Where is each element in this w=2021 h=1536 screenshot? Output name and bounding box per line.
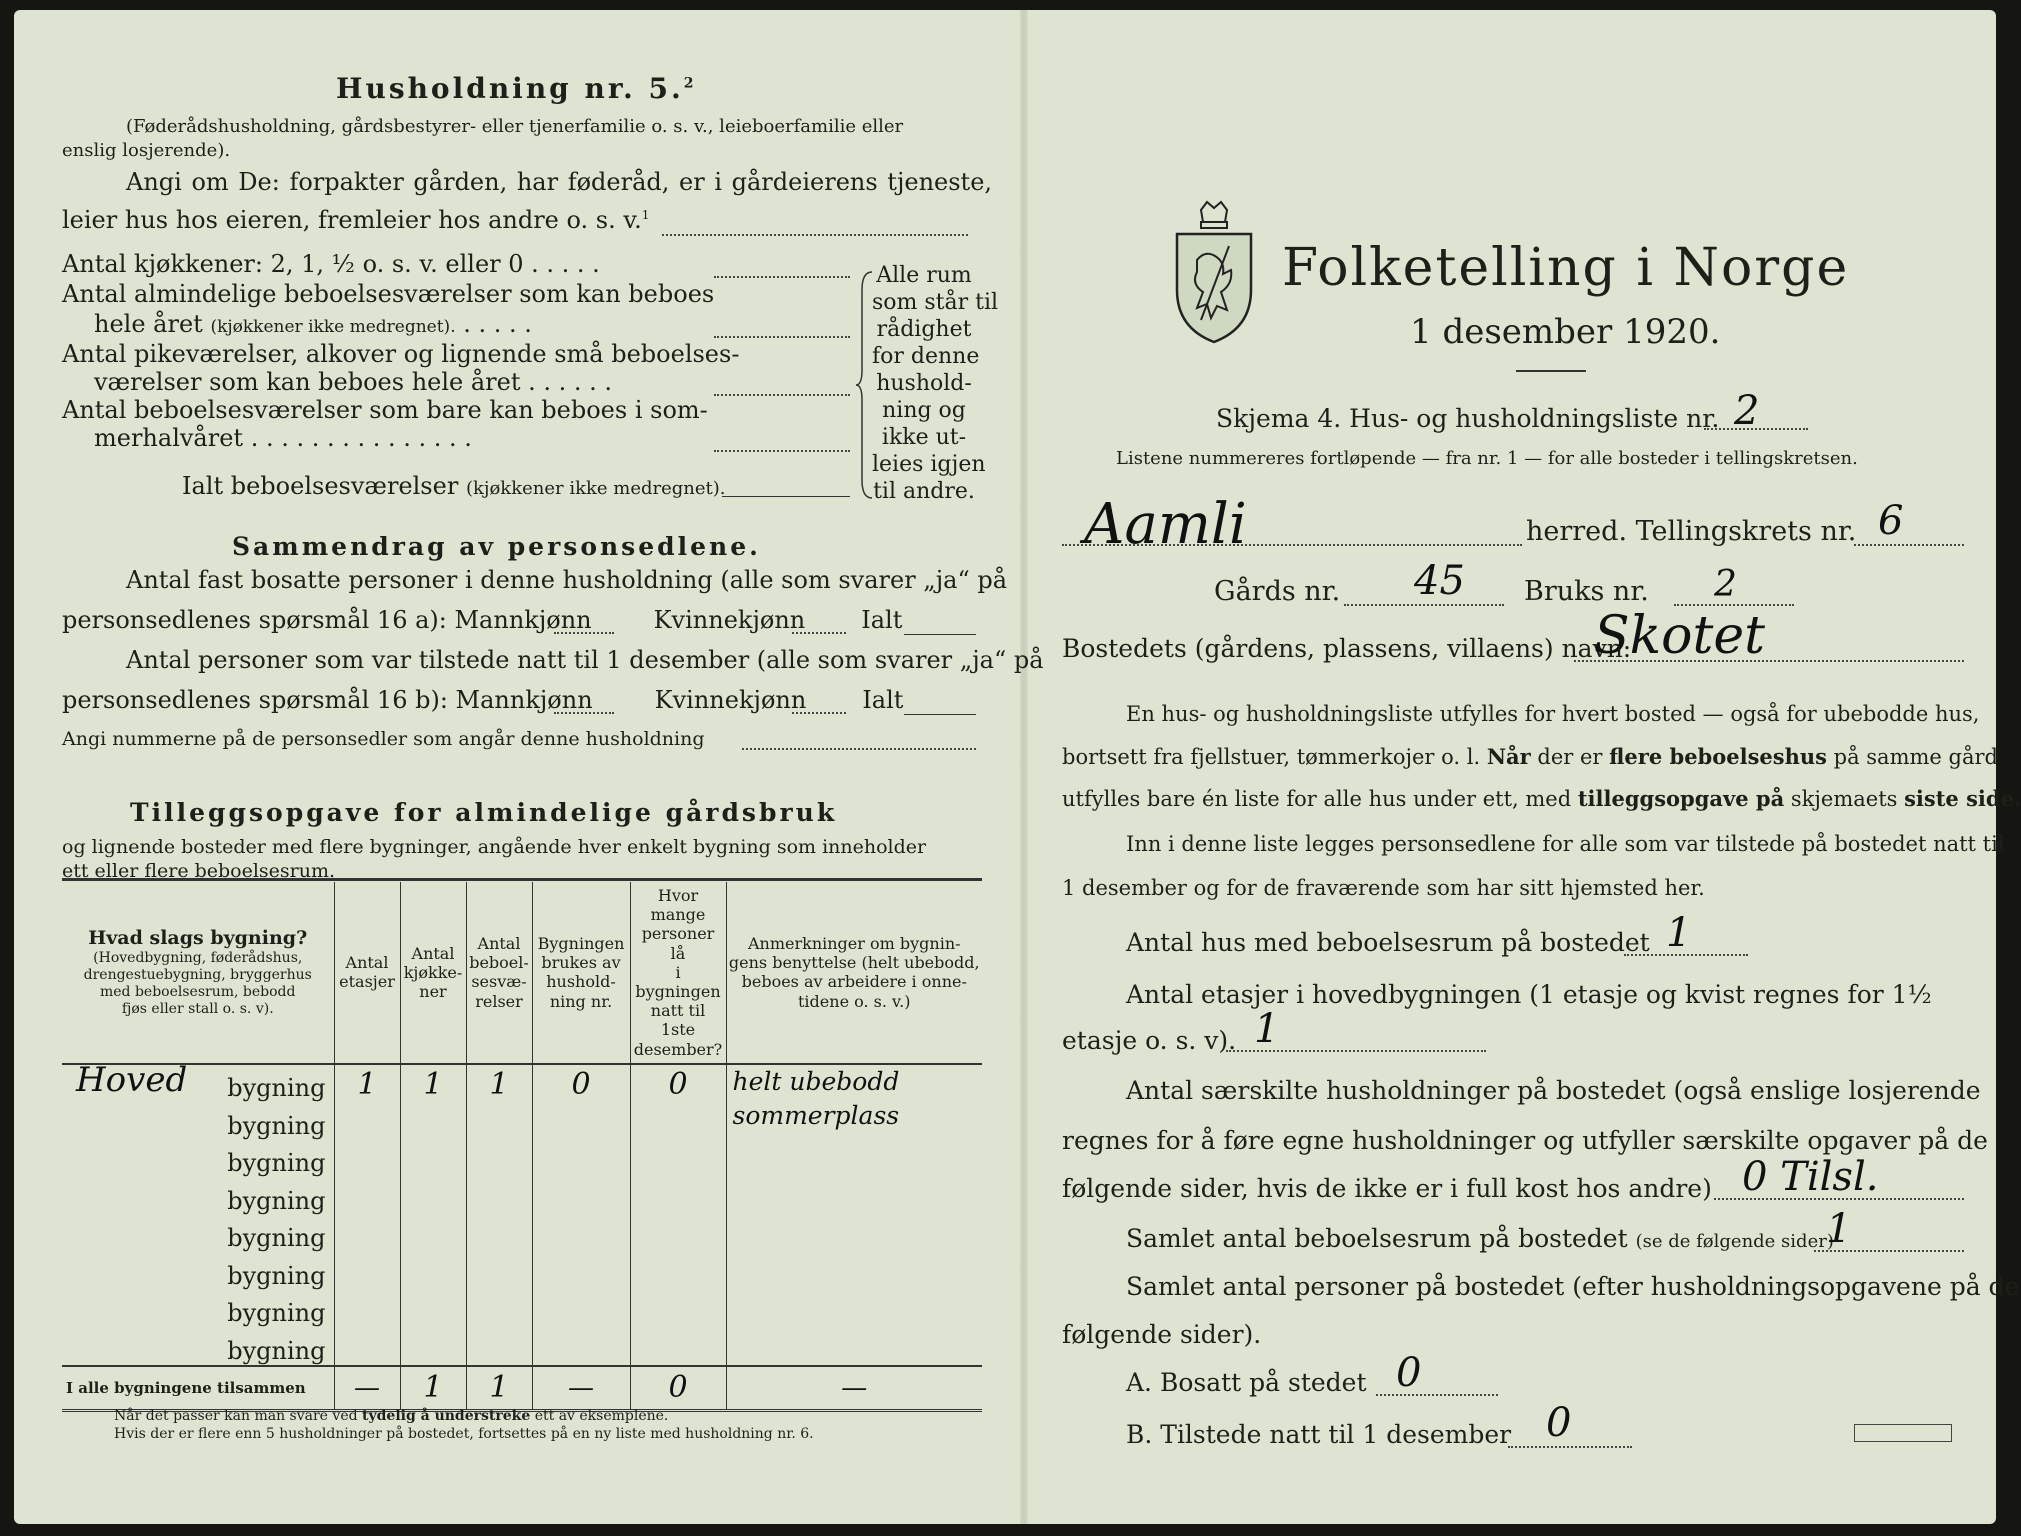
tilstede-kvinne-answer[interactable] (792, 712, 846, 714)
sum-beboelse[interactable]: 1 (466, 1366, 532, 1411)
inn-line-1: Inn i denne liste legges personsedlene for alle som var tilstede på bostedet natt til (1126, 832, 2005, 856)
sommer-answer[interactable] (714, 450, 850, 452)
row-beboelse[interactable] (466, 1215, 532, 1253)
kjokkener-answer[interactable] (714, 276, 850, 278)
row-beboelse[interactable] (466, 1140, 532, 1178)
tillegg-title: Tilleggsopgave for almindelige gårdsbruk (130, 798, 838, 827)
table-row (62, 1252, 982, 1290)
bosted-value[interactable]: Skotet (1594, 606, 1766, 666)
row-beboelse[interactable] (466, 1290, 532, 1328)
sum-husholdning[interactable]: — (532, 1366, 630, 1411)
tilstede-ialt-answer[interactable] (904, 714, 976, 715)
table-row (62, 1064, 982, 1103)
row-beboelse[interactable] (466, 1177, 532, 1215)
table-row (62, 1177, 982, 1215)
row-anmerkning[interactable] (726, 1215, 982, 1253)
row-anmerkning[interactable] (726, 1177, 982, 1215)
table-row (62, 1290, 982, 1328)
row-kjokkener[interactable] (400, 1177, 466, 1215)
title-rule (1516, 370, 1586, 372)
row-personer[interactable]: 0 (630, 1064, 726, 1103)
header-etasjer: Antal etasjer (334, 882, 400, 1064)
intro-line-3: utfylles bare én liste for alle hus under ett, med tilleggsopgave på skjemaets siste side. (1062, 786, 2021, 811)
row-bygning[interactable] (62, 1215, 334, 1253)
row-anmerkning[interactable] (726, 1327, 982, 1366)
header-anmerkning: Anmerkninger om bygnin- gens benyttelse (helt ubebodd, beboes av arbeidere i onne- tidene o. s. v.) (726, 882, 982, 1064)
page-fold (1020, 10, 1028, 1524)
herred-value[interactable]: Aamli (1084, 492, 1247, 557)
sommer-label-2: merhalvåret . . . . . . . . . . . . . . . (94, 424, 472, 452)
row-husholdning[interactable] (532, 1215, 630, 1253)
row-bygning[interactable] (62, 1177, 334, 1215)
tellingskrets-line (1854, 544, 1964, 546)
row-bygning[interactable] (62, 1327, 334, 1366)
row-kjokkener[interactable] (400, 1215, 466, 1253)
sum-anmerkning[interactable]: — (726, 1366, 982, 1411)
sum-kjokkener[interactable]: 1 (400, 1366, 466, 1411)
bygning-word: bygning (227, 1149, 326, 1178)
tilstede-label: B. Tilstede natt til 1 desember (1126, 1420, 1512, 1449)
row-anmerkning[interactable] (726, 1140, 982, 1178)
nummerne-answer[interactable] (742, 748, 976, 750)
tilstede-line-1: Antal personer som var tilstede natt til 1 desember (alle som svarer „ja“ på (126, 646, 1044, 674)
row-personer[interactable] (630, 1252, 726, 1290)
pike-label-1: Antal pikeværelser, alkover og lignende små beboelses- (62, 340, 740, 368)
row-anmerkning[interactable]: helt ubebodd sommerplass (726, 1064, 982, 1140)
row-husholdning[interactable] (532, 1290, 630, 1328)
bruks-value[interactable]: 2 (1714, 564, 1737, 605)
kjokkener-label: Antal kjøkkener: 2, 1, ½ o. s. v. eller 0 . . . . . (62, 250, 600, 278)
row-personer[interactable] (630, 1177, 726, 1215)
table-row (62, 1327, 982, 1366)
sum-etasjer[interactable]: — (334, 1366, 400, 1411)
row-etasjer[interactable]: 1 (334, 1064, 400, 1103)
bygning-word: bygning (227, 1261, 326, 1290)
pike-answer[interactable] (714, 394, 850, 396)
row-etasjer[interactable] (334, 1140, 400, 1178)
table-header-row (62, 882, 982, 1064)
bygning-word: bygning (227, 1299, 326, 1328)
tillegg-line-2: ett eller flere beboelsesrum. (62, 860, 336, 882)
row-personer[interactable] (630, 1290, 726, 1328)
row-beboelse[interactable] (466, 1327, 532, 1366)
samlet-pers-line-1: Samlet antal personer på bostedet (efter husholdningsopgavene på de (1126, 1272, 2020, 1301)
row-bygning[interactable] (62, 1290, 334, 1328)
samlet-rum-value[interactable]: 1 (1826, 1206, 1852, 1252)
row-etasjer[interactable] (334, 1177, 400, 1215)
saerskilte-line-3: følgende sider, hvis de ikke er i full kost hos andre) (1062, 1174, 1712, 1203)
intro-line-2: bortsett fra fjellstuer, tømmerkojer o. l. Når der er flere beboelseshus på samme gård (1062, 744, 1998, 769)
row-kjokkener[interactable] (400, 1252, 466, 1290)
table-row (62, 1140, 982, 1178)
bygning-word: bygning (227, 1074, 326, 1103)
skjema-nr-line (1704, 428, 1808, 430)
gards-line (1344, 604, 1504, 606)
row-personer[interactable] (630, 1327, 726, 1366)
bosatt-value[interactable]: 0 (1396, 1350, 1422, 1396)
row-personer[interactable] (630, 1102, 726, 1140)
row-etasjer[interactable] (334, 1102, 400, 1140)
inn-line-2: 1 desember og for de fraværende som har sitt hjemsted her. (1062, 876, 1705, 900)
row-etasjer[interactable] (334, 1252, 400, 1290)
tilstede-mann-answer[interactable] (554, 712, 614, 714)
sammendrag-title: Sammendrag av personsedlene. (232, 532, 761, 561)
row-beboelse[interactable]: 1 (466, 1064, 532, 1103)
antal-hus-value[interactable]: 1 (1666, 910, 1692, 956)
row-etasjer[interactable] (334, 1290, 400, 1328)
beboelse-answer[interactable] (714, 336, 850, 338)
etasjer-line-2: etasje o. s. v). (1062, 1026, 1237, 1055)
row-etasjer[interactable] (334, 1327, 400, 1366)
husholdning-note-2: enslig losjerende). (62, 140, 231, 161)
row-kjokkener[interactable] (400, 1290, 466, 1328)
fast-kvinne-answer[interactable] (792, 632, 846, 634)
antal-hus-line (1624, 954, 1748, 956)
table-top-rule (62, 878, 982, 881)
angi-answer-line[interactable] (662, 234, 968, 236)
bosted-line (1574, 660, 1964, 662)
row-bygning[interactable] (62, 1252, 334, 1290)
bruks-label: Bruks nr. (1524, 576, 1649, 607)
row-etasjer[interactable] (334, 1215, 400, 1253)
samlet-pers-line-2: følgende sider). (1062, 1320, 1262, 1349)
fast-line-2: personsedlenes spørsmål 16 a): Mannkjønn Kvinnekjønn Ialt (62, 606, 903, 634)
bygning-word: bygning (227, 1336, 326, 1365)
husholdning-title: Husholdning nr. 5.$^2$ (336, 72, 697, 105)
bosted-label: Bostedets (gårdens, plassens, villaens) navn: (1062, 634, 1632, 663)
census-sheet (14, 10, 2021, 1524)
row-anmerkning[interactable] (726, 1252, 982, 1290)
row-kjokkener[interactable]: 1 (400, 1064, 466, 1103)
sum-personer[interactable]: 0 (630, 1366, 726, 1411)
row-kjokkener[interactable] (400, 1102, 466, 1140)
tillegg-line-1: og lignende bosteder med flere bygninger, angående hver enkelt bygning som inneholder (62, 836, 927, 858)
tilstede-line (1508, 1446, 1632, 1448)
header-personer: Hvor mange personer lå i bygningen natt til 1ste desember? (630, 882, 726, 1064)
etasjer-line (1226, 1050, 1486, 1052)
tilstede-line-2: personsedlenes spørsmål 16 b): Mannkjønn Kvinnekjønn Ialt (62, 686, 904, 714)
fast-ialt-answer[interactable] (904, 634, 976, 635)
saerskilte-answer-line (1714, 1198, 1964, 1200)
row-beboelse[interactable] (466, 1102, 532, 1140)
ialt-label: Ialt beboelsesværelser (kjøkkener ikke medregnet). (182, 472, 726, 500)
tellingskrets-value[interactable]: 6 (1878, 498, 1904, 544)
sum-label: I alle bygningene tilsammen (62, 1366, 334, 1411)
fast-mann-answer[interactable] (554, 632, 614, 634)
table-sum-row (62, 1366, 982, 1411)
row-type-value: Hoved (76, 1060, 188, 1101)
beboelse-label-2: hele året (kjøkkener ikke medregnet). . . . . . (94, 310, 532, 338)
angi-line-1: Angi om De: forpakter gården, har føderåd, er i gårdeierens tjeneste, (126, 168, 993, 196)
row-bygning[interactable] (62, 1140, 334, 1178)
table-row (62, 1215, 982, 1253)
printer-stamp (1854, 1424, 1952, 1442)
row-husholdning[interactable] (532, 1102, 630, 1140)
header-beboelse: Antal beboel- sesvæ- relser (466, 882, 532, 1064)
husholdning-note: (Føderådshusholdning, gårdsbestyrer- eller tjenerfamilie o. s. v., leieboerfamilie eller (126, 116, 904, 137)
row-bygning[interactable] (62, 1102, 334, 1140)
skjema-label: Skjema 4. Hus- og husholdningsliste nr. (1216, 404, 1720, 433)
row-kjokkener[interactable] (400, 1327, 466, 1366)
row-husholdning[interactable] (532, 1327, 630, 1366)
beboelse-label-1: Antal almindelige beboelsesværelser som kan beboes (62, 280, 715, 308)
herred-label: herred. Tellingskrets nr. (1526, 516, 1857, 547)
row-personer[interactable] (630, 1140, 726, 1178)
row-husholdning[interactable] (532, 1140, 630, 1178)
bosatt-label: A. Bosatt på stedet (1126, 1368, 1367, 1397)
skjema-nr-value[interactable]: 2 (1734, 388, 1760, 434)
samlet-rum-line (1814, 1250, 1964, 1252)
saerskilte-line-1: Antal særskilte husholdninger på bostedet (også enslige losjerende (1126, 1076, 1981, 1105)
pike-label-2: værelser som kan beboes hele året . . . . . . (94, 368, 613, 396)
listene-note: Listene nummereres fortløpende — fra nr. 1 — for alle bosteder i tellingskretsen. (1116, 448, 1858, 469)
row-beboelse[interactable] (466, 1252, 532, 1290)
row-anmerkning[interactable] (726, 1290, 982, 1328)
gards-value[interactable]: 45 (1414, 558, 1465, 604)
row-bygning[interactable] (62, 1060, 334, 1103)
row-husholdning[interactable]: 0 (532, 1064, 630, 1103)
intro-line-1: En hus- og husholdningsliste utfylles for hvert bosted — også for ubebodde hus, (1126, 702, 1980, 726)
antal-hus-label: Antal hus med beboelsesrum på bostedet (1126, 928, 1650, 957)
bygning-table (62, 882, 982, 1412)
header-husholdning: Bygningen brukes av hushold- ning nr. (532, 882, 630, 1064)
saerskilte-value[interactable]: 0 Tilsl. (1742, 1154, 1879, 1200)
census-date: 1 desember 1920. (1410, 312, 1721, 352)
fast-line-1: Antal fast bosatte personer i denne husholdning (alle som svarer „ja“ på (126, 566, 1008, 594)
saerskilte-line-2: regnes for å føre egne husholdninger og utfyller særskilte opgaver på de (1062, 1126, 1988, 1155)
ialt-answer[interactable] (722, 496, 850, 497)
footnote-1: Når det passer kan man svare ved tydelig å understreke ett av eksemplene. (114, 1408, 669, 1424)
sommer-label-1: Antal beboelsesværelser som bare kan beboes i som- (62, 396, 708, 424)
etasjer-line-1: Antal etasjer i hovedbygningen (1 etasje og kvist regnes for 1½ (1126, 980, 1932, 1009)
gards-label: Gårds nr. (1214, 576, 1341, 607)
main-title: Folketelling i Norge (1282, 238, 1850, 298)
angi-line-2: leier hus hos eieren, fremleier hos andre o. s. v.$^1$ (62, 206, 650, 234)
row-husholdning[interactable] (532, 1177, 630, 1215)
header-bygning: Hvad slags bygning? (Hovedbygning, føderådshus, drengestuebygning, bryggerhus med beboelsesrum, bebodd fjøs eller stall o. s. v). (62, 882, 334, 1064)
row-personer[interactable] (630, 1215, 726, 1253)
herred-line (1062, 544, 1522, 546)
bygning-word: bygning (227, 1111, 326, 1140)
bracket-note: Alle rum som står til rådighet for denne hushold- ning og ikke ut- leies igjen til andre. (872, 263, 999, 504)
bosatt-line (1376, 1394, 1498, 1396)
norway-crest-icon (1171, 200, 1257, 348)
row-husholdning[interactable] (532, 1252, 630, 1290)
samlet-rum-label: Samlet antal beboelsesrum på bostedet (se de følgende sider) (1126, 1224, 1834, 1253)
row-kjokkener[interactable] (400, 1140, 466, 1178)
tilstede-value[interactable]: 0 (1546, 1400, 1572, 1446)
header-kjokkener: Antal kjøkke- ner (400, 882, 466, 1064)
nummerne-label: Angi nummerne på de personsedler som angår denne husholdning (62, 728, 705, 750)
bygning-word: bygning (227, 1186, 326, 1215)
etasjer-value[interactable]: 1 (1254, 1006, 1280, 1052)
footnote-2: Hvis der er flere enn 5 husholdninger på bostedet, fortsettes på en ny liste med husholdning nr. 6. (114, 1426, 814, 1442)
bygning-word: bygning (227, 1224, 326, 1253)
